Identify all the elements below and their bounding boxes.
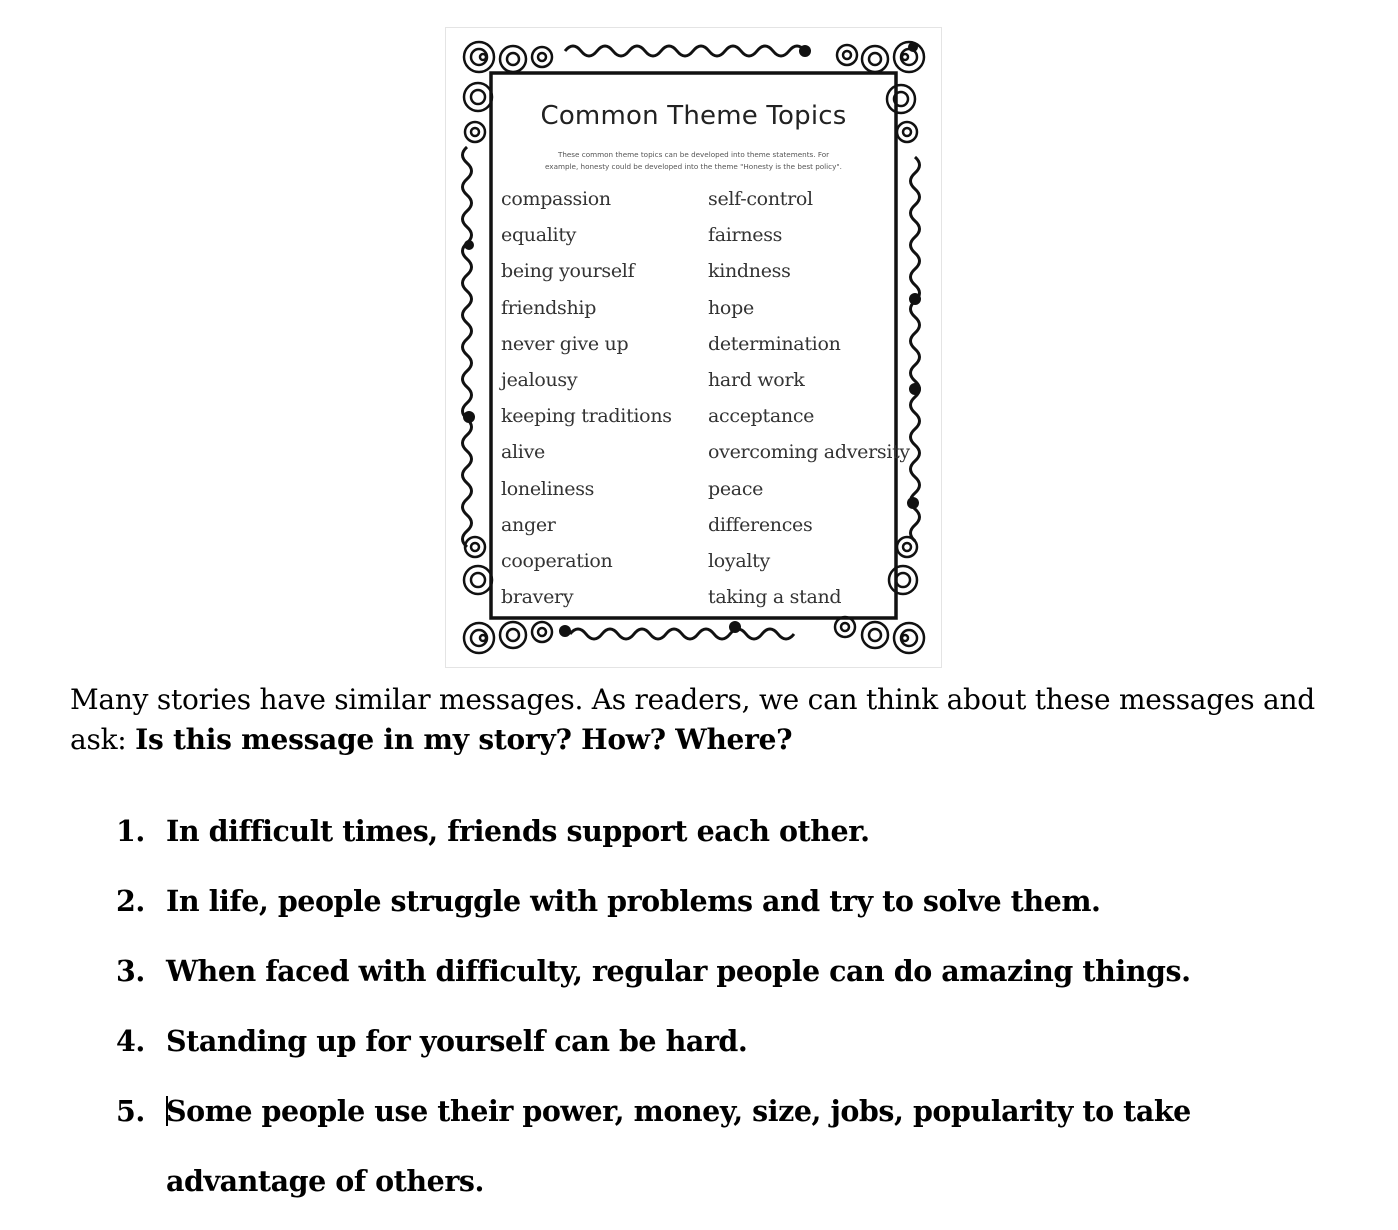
topics-right-column (708, 182, 910, 616)
topic-item: anger (501, 513, 556, 536)
list-number: 2. (116, 884, 145, 918)
intro-paragraph[interactable] (70, 680, 1330, 760)
list-number: 5. (116, 1094, 145, 1128)
list-number: 4. (116, 1024, 145, 1058)
topic-item: taking a stand (708, 586, 842, 609)
list-item-text: Standing up for yourself can be hard. (166, 1024, 748, 1058)
list-number: 1. (116, 814, 145, 848)
topic-item: keeping traditions (501, 405, 672, 428)
intro-question: Is this message in my story? How? Where? (135, 723, 793, 756)
topic-item: alive (501, 441, 545, 464)
topic-item: kindness (708, 260, 791, 283)
topic-item: determination (708, 332, 841, 355)
topic-item: friendship (501, 296, 597, 319)
topic-item: differences (708, 513, 813, 536)
topic-item: hope (708, 296, 754, 319)
topic-item: bravery (501, 586, 574, 609)
list-item-text: In difficult times, friends support each other. (166, 814, 870, 848)
topic-item: loyalty (708, 549, 770, 572)
topic-item: equality (501, 224, 577, 247)
list-item[interactable] (116, 796, 1346, 866)
topic-item: being yourself (501, 260, 635, 283)
topic-item: overcoming adversity (708, 441, 910, 464)
list-item[interactable] (116, 936, 1346, 1006)
topic-item: acceptance (708, 405, 815, 428)
list-item[interactable] (116, 1076, 1346, 1216)
common-theme-topics-image (445, 27, 942, 668)
topic-item: self-control (708, 188, 813, 210)
worksheet-note-line: example, honesty could be developed into the theme "Honesty is the best policy". (545, 162, 842, 171)
topic-item: cooperation (501, 549, 613, 572)
topic-item: compassion (501, 188, 611, 210)
list-item-text: When faced with difficulty, regular people can do amazing things. (166, 954, 1191, 988)
list-item-text: Some people use their power, money, size, jobs, popularity to take advantage of others. (166, 1094, 1191, 1198)
topic-item: jealousy (501, 368, 578, 391)
topic-item: peace (708, 477, 764, 500)
list-item[interactable] (116, 866, 1346, 936)
topic-item: hard work (708, 368, 805, 391)
list-item-text: In life, people struggle with problems and try to solve them. (166, 884, 1101, 918)
topic-item: fairness (708, 224, 783, 247)
worksheet-note (485, 149, 902, 173)
worksheet-title: Common Theme Topics (540, 101, 847, 131)
list-item[interactable] (116, 1006, 1346, 1076)
theme-statement-list[interactable] (116, 796, 1346, 1216)
intro-text: Many stories have similar messages. As readers, we can think about these messages and ask: (70, 683, 1315, 756)
topic-item: loneliness (501, 477, 595, 500)
worksheet-note-line: These common theme topics can be developed into theme statements. For (557, 150, 830, 159)
topic-item: never give up (501, 332, 629, 355)
topics-left-column (501, 182, 672, 616)
list-number: 3. (116, 954, 145, 988)
